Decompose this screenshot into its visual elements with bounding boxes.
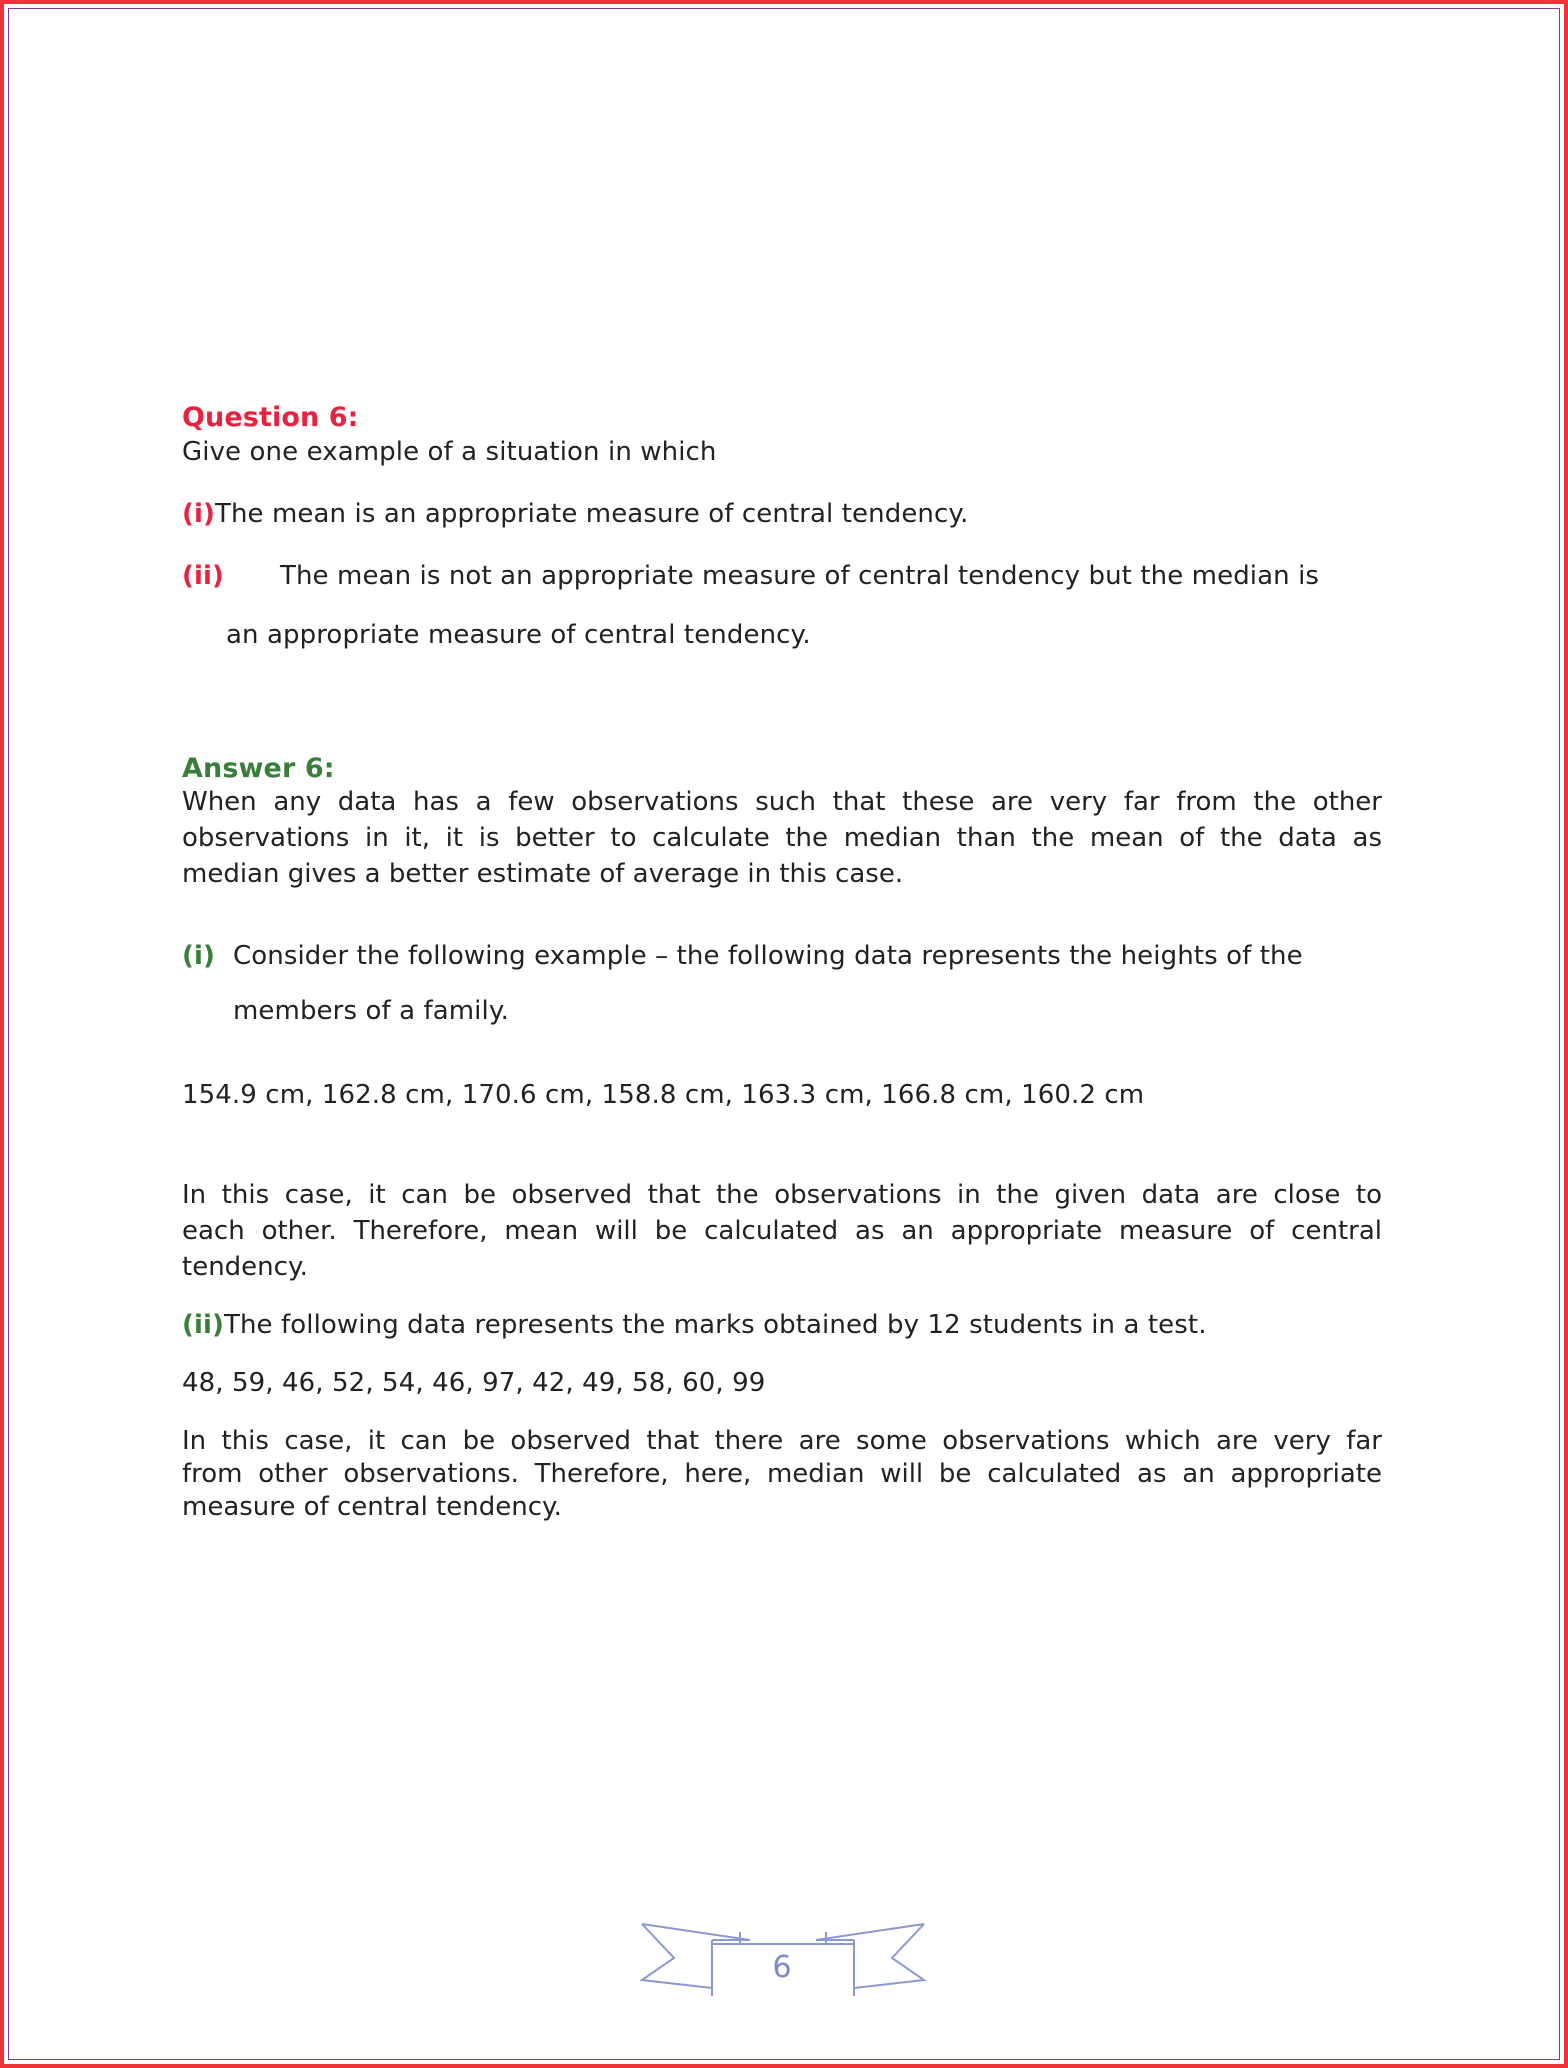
page-inner-border — [8, 8, 1560, 2060]
part-label: (ii) — [182, 561, 224, 591]
part-i-conclusion — [182, 1177, 1382, 1285]
page-number: 6 — [772, 1950, 792, 1985]
marks-data: 48, 59, 46, 52, 54, 46, 97, 42, 49, 58, 60, 99 — [182, 1368, 766, 1398]
conclusion-line: from other observations. Therefore, here, median will be calculated as an appropriate — [182, 1459, 1382, 1489]
conclusion-line: In this case, it can be observed that there are some observations which are very far — [182, 1426, 1382, 1456]
heights-data: 154.9 cm, 162.8 cm, 170.6 cm, 158.8 cm, 163.3 cm, 166.8 cm, 160.2 cm — [182, 1080, 1145, 1110]
answer-intro-line: median gives a better estimate of average in this case. — [182, 859, 904, 889]
answer-intro-line: When any data has a few observations such that these are very far from the other — [182, 787, 1382, 817]
question-heading: Question 6: — [182, 402, 359, 433]
question-prompt: Give one example of a situation in which — [182, 437, 717, 467]
conclusion-line: measure of central tendency. — [182, 1492, 562, 1522]
question-part-i — [182, 496, 1382, 532]
answer-part-i-continued: members of a family. — [233, 996, 509, 1026]
answer-part-i — [182, 938, 1382, 974]
conclusion-line: tendency. — [182, 1252, 308, 1282]
conclusion-line: In this case, it can be observed that the observations in the given data are close to — [182, 1180, 1382, 1210]
answer-heading: Answer 6: — [182, 753, 335, 784]
conclusion-line: each other. Therefore, mean will be calculated as an appropriate measure of central — [182, 1216, 1382, 1246]
answer-intro-line: observations in it, it is better to calculate the median than the mean of the data as — [182, 823, 1382, 853]
part-label: (i) — [182, 941, 215, 971]
answer-part-ii — [182, 1307, 1382, 1343]
part-ii-conclusion — [182, 1425, 1382, 1524]
part-text: The mean is not an appropriate measure of central tendency but the median is — [280, 561, 1320, 591]
part-text: The mean is an appropriate measure of central tendency. — [214, 499, 969, 529]
part-text: Consider the following example – the following data represents the heights of the — [233, 941, 1303, 971]
answer-intro — [182, 784, 1382, 892]
part-label: (i) — [182, 499, 215, 529]
part-label: (ii) — [182, 1310, 224, 1340]
part-text: The following data represents the marks obtained by 12 students in a test. — [224, 1310, 1207, 1340]
question-part-ii — [182, 558, 1382, 594]
question-part-ii-continued: an appropriate measure of central tendency. — [226, 620, 811, 650]
